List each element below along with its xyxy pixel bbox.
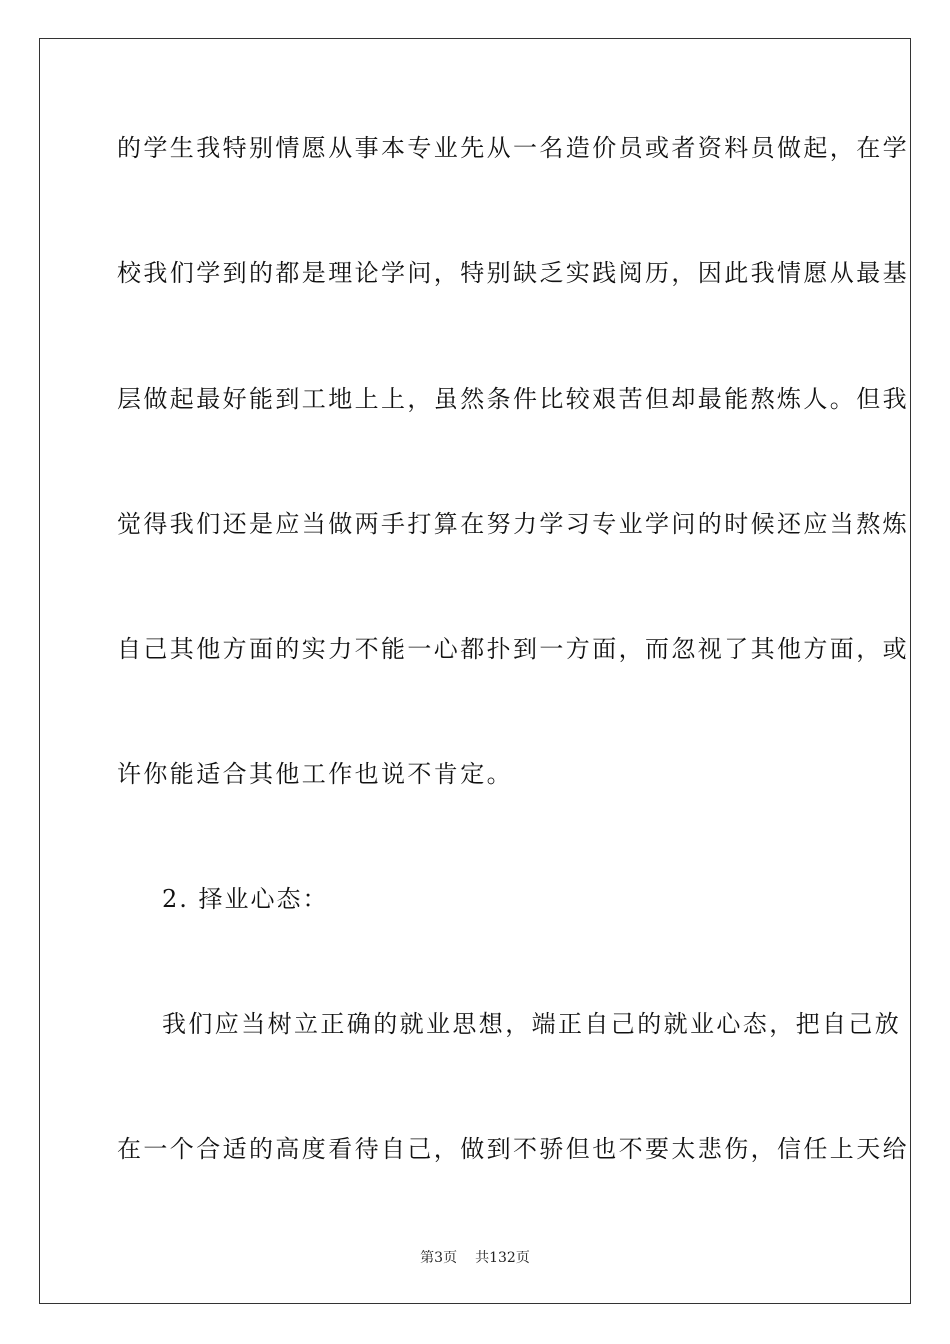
page-total: 共132页 <box>475 1250 530 1266</box>
body-text-line: 层做起最好能到工地上上，虽然条件比较艰苦但却最能熬炼人。但我 <box>117 385 909 413</box>
body-text-line: 校我们学到的都是理论学问，特别缺乏实践阅历，因此我情愿从最基 <box>117 259 909 287</box>
section-heading: 2. 择业心态： <box>162 885 329 913</box>
page-number: 第3页 <box>420 1250 458 1266</box>
body-text-line: 在一个合适的高度看待自己，做到不骄但也不要太悲伤，信任上天给 <box>117 1135 909 1163</box>
body-text-line: 觉得我们还是应当做两手打算在努力学习专业学问的时候还应当熬炼 <box>117 510 909 538</box>
body-text-line: 许你能适合其他工作也说不肯定。 <box>117 760 513 788</box>
page-footer <box>0 1249 950 1267</box>
body-text-line: 的学生我特别情愿从事本专业先从一名造价员或者资料员做起，在学 <box>117 134 909 162</box>
body-text-line: 我们应当树立正确的就业思想，端正自己的就业心态，把自己放 <box>162 1010 902 1038</box>
body-text-line: 自己其他方面的实力不能一心都扑到一方面，而忽视了其他方面，或 <box>117 635 909 663</box>
page-frame <box>39 38 911 1304</box>
